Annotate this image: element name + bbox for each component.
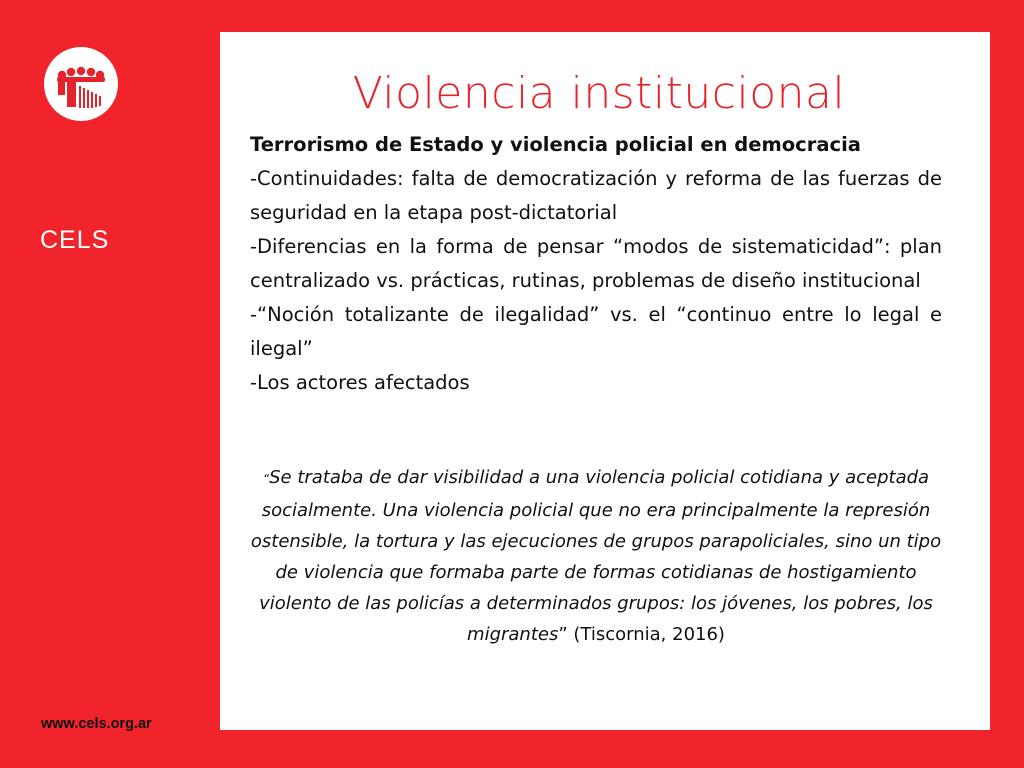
cels-logo-icon: [43, 46, 119, 122]
bullet-item: -Continuidades: falta de democratización y reforma de las fuerzas de seguridad en la etapa post-dictatorial: [250, 167, 942, 224]
brand-name: CELS: [40, 226, 110, 254]
bullet-item: -Diferencias en la forma de pensar “modos de sistematicidad”: plan centralizado vs. prácticas, rutinas, problemas de diseño institucional: [250, 235, 942, 292]
bullet-item: -Los actores afectados: [250, 371, 470, 394]
quote-citation: (Tiscornia, 2016): [567, 624, 725, 645]
section-heading: Terrorismo de Estado y violencia policial en democracia: [250, 133, 861, 156]
quote-close-mark: ”: [558, 624, 568, 645]
content-card: [220, 32, 990, 730]
quote-text: Se trataba de dar visibilidad a una violencia policial cotidiana y aceptada socialmente. Una violencia policial que no era principalmente la represión ostensible, la tortura y las ejecuciones de grupos parapoliciales, sino un tipo de violencia que formaba parte de formas cotidianas de hostigamiento violento de las policías a determinados grupos: los jóvenes, los pobres, los migrantes: [250, 467, 942, 645]
slide-title: Violencia institucional: [352, 68, 846, 119]
bullet-item: -“Noción totalizante de ilegalidad” vs. el “continuo entre lo legal e ilegal”: [250, 303, 942, 360]
website-url[interactable]: www.cels.org.ar: [41, 716, 152, 732]
quote-open-mark: “: [262, 472, 270, 486]
quote-block: [250, 462, 942, 650]
slide-body: [250, 128, 942, 400]
